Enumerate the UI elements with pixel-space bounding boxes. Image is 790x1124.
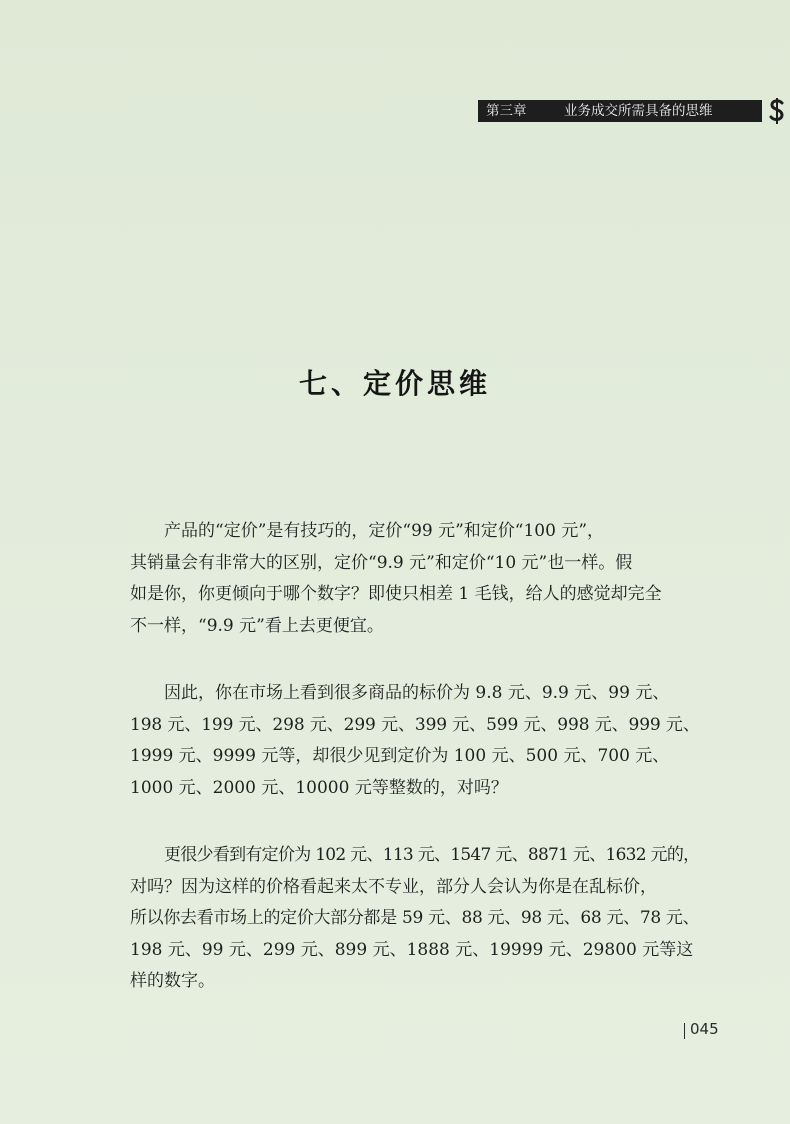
paragraph-3 <box>130 840 700 998</box>
page-number: 045 <box>690 1020 719 1038</box>
paragraph-line: 如是你，你更倾向于哪个数字？即使只相差 1 毛钱，给人的感觉却完全 <box>130 584 662 604</box>
page-number-divider <box>684 1023 685 1039</box>
paragraph-line: 1999 元、9999 元等，却很少见到定价为 100 元、500 元、700 元、 <box>130 746 670 766</box>
paragraph-line: 不一样，“9.9 元”看上去更便宜。 <box>130 615 384 636</box>
section-title: 七、定价思维 <box>298 367 491 400</box>
paragraph-line: 产品的“定价”是有技巧的，定价“99 元”和定价“100 元”， <box>164 521 605 541</box>
paragraph-line: 1000 元、2000 元、10000 元等整数的，对吗？ <box>130 777 508 798</box>
paragraph-1 <box>130 516 700 642</box>
paragraph-line: 因此，你在市场上看到很多商品的标价为 9.8 元、9.9 元、99 元、 <box>164 683 670 703</box>
header-chapter-title: 业务成交所需具备的思维 <box>564 103 713 119</box>
paragraph-line: 其销量会有非常大的区别，定价“9.9 元”和定价“10 元”也一样。假 <box>130 552 633 573</box>
paragraph-line: 更很少看到有定价为 102 元、113 元、1547 元、8871 元、1632 元的， <box>164 845 700 865</box>
paragraph-2 <box>130 678 700 804</box>
paragraph-line: 198 元、99 元、299 元、899 元、1888 元、19999 元、29800 元等这 <box>130 939 694 960</box>
paragraph-line: 样的数字。 <box>130 971 215 991</box>
paragraph-line: 198 元、199 元、298 元、299 元、399 元、599 元、998 元、999 元、 <box>130 714 700 735</box>
paragraph-line: 所以你去看市场上的定价大部分都是 59 元、88 元、98 元、68 元、78 元、 <box>130 908 700 928</box>
dollar-sign-icon <box>766 96 788 126</box>
paragraph-line: 对吗？因为这样的价格看起来太不专业，部分人会认为你是在乱标价， <box>130 876 657 897</box>
header-chapter-label: 第三章 <box>486 103 527 119</box>
running-header <box>478 100 762 122</box>
